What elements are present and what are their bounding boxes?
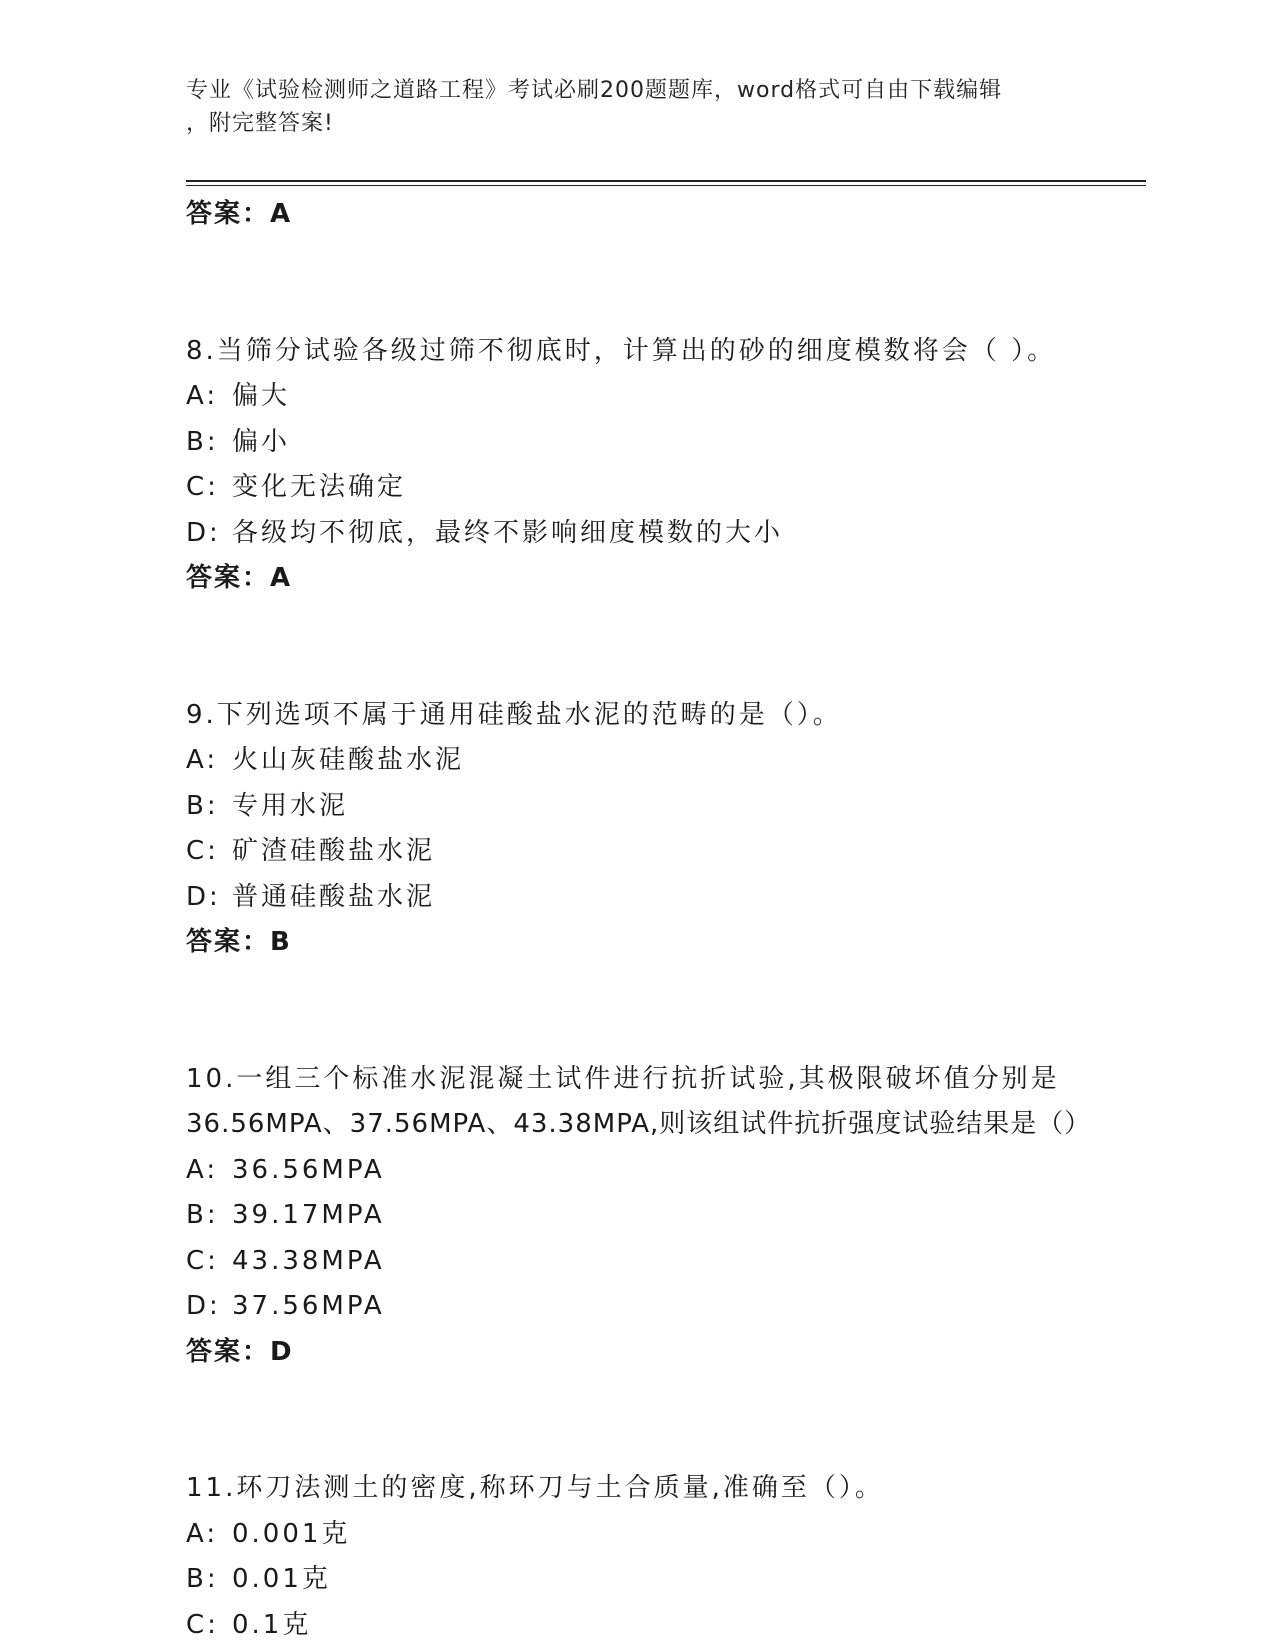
option-d (186, 1284, 1146, 1330)
option-a (186, 738, 1146, 784)
option-a (186, 1512, 1146, 1558)
option-b (186, 1557, 1146, 1603)
option-text: 变化无法确定 (232, 472, 407, 502)
option-b (186, 1193, 1146, 1239)
option-text: 偏大 (232, 381, 291, 411)
answer-line: 答案：A (186, 563, 293, 593)
answer-line: 答案：D (186, 1336, 294, 1367)
option-key: A: (186, 381, 219, 411)
question-stem: 9.下列选项不属于通用硅酸盐水泥的范畴的是（）。 (186, 699, 842, 730)
document-header (186, 74, 1086, 140)
option-text: 36.56MPA (232, 1154, 385, 1185)
option-text: 普通硅酸盐水泥 (232, 881, 436, 912)
question-block (186, 693, 1146, 966)
header-divider-thick (186, 180, 1146, 182)
option-c (186, 1603, 1146, 1649)
option-a (186, 374, 1146, 420)
option-text: 0.1克 (232, 1609, 312, 1640)
header-line-2: ，附完整答案! (186, 111, 334, 136)
option-key: B: (186, 790, 219, 821)
answer-line: 答案：A (186, 199, 293, 229)
option-c (186, 465, 1146, 511)
option-text: 各级均不彻底，最终不影响细度模数的大小 (232, 517, 784, 548)
option-key: C: (186, 836, 219, 866)
answer-line: 答案：B (186, 927, 292, 957)
question-stem-continued: 36.56MPA、37.56MPA、43.38MPA,则该组试件抗折强度试验结果是（） (186, 1109, 1092, 1139)
option-d (186, 875, 1146, 921)
question-block (186, 1057, 1146, 1376)
question-stem: 8.当筛分试验各级过筛不彻底时，计算出的砂的细度模数将会（ ）。 (186, 335, 1057, 366)
option-key: C: (186, 472, 219, 502)
option-key: A: (186, 1154, 219, 1185)
option-text: 偏小 (232, 426, 291, 457)
question-stem: 11.环刀法测土的密度,称环刀与土合质量,准确至（）。 (186, 1473, 884, 1503)
option-d (186, 511, 1146, 557)
option-key: B: (186, 1200, 219, 1230)
option-key: D: (186, 517, 221, 548)
header-divider-thin (186, 185, 1146, 186)
option-text: 0.01克 (232, 1564, 331, 1594)
option-key: A: (186, 745, 219, 775)
spacer (186, 966, 1146, 1057)
option-c (186, 829, 1146, 875)
option-text: 39.17MPA (232, 1200, 385, 1230)
question-block (186, 329, 1146, 602)
option-text: 37.56MPA (232, 1291, 385, 1321)
option-text: 43.38MPA (232, 1245, 385, 1276)
option-text: 0.001克 (232, 1518, 351, 1549)
question-stem: 10.一组三个标准水泥混凝土试件进行抗折试验,其极限破坏值分别是 (186, 1063, 1060, 1094)
option-key: A: (186, 1518, 219, 1549)
option-key: D: (186, 881, 221, 912)
option-b (186, 784, 1146, 830)
option-text: 矿渣硅酸盐水泥 (232, 836, 436, 866)
option-key: C: (186, 1609, 219, 1640)
option-c (186, 1239, 1146, 1285)
option-key: C: (186, 1245, 219, 1276)
spacer (186, 602, 1146, 693)
option-key: B: (186, 426, 219, 457)
header-line-1: 专业《试验检测师之道路工程》考试必刷200题题库，word格式可自由下载编辑 (186, 78, 1003, 103)
question-block (186, 1466, 1146, 1648)
spacer (186, 238, 1146, 329)
option-text: 火山灰硅酸盐水泥 (232, 745, 465, 775)
option-b (186, 420, 1146, 466)
option-key: D: (186, 1291, 221, 1321)
question-list (186, 192, 1146, 1648)
spacer (186, 1375, 1146, 1466)
option-a (186, 1148, 1146, 1194)
option-text: 专用水泥 (232, 790, 349, 821)
option-key: B: (186, 1564, 219, 1594)
